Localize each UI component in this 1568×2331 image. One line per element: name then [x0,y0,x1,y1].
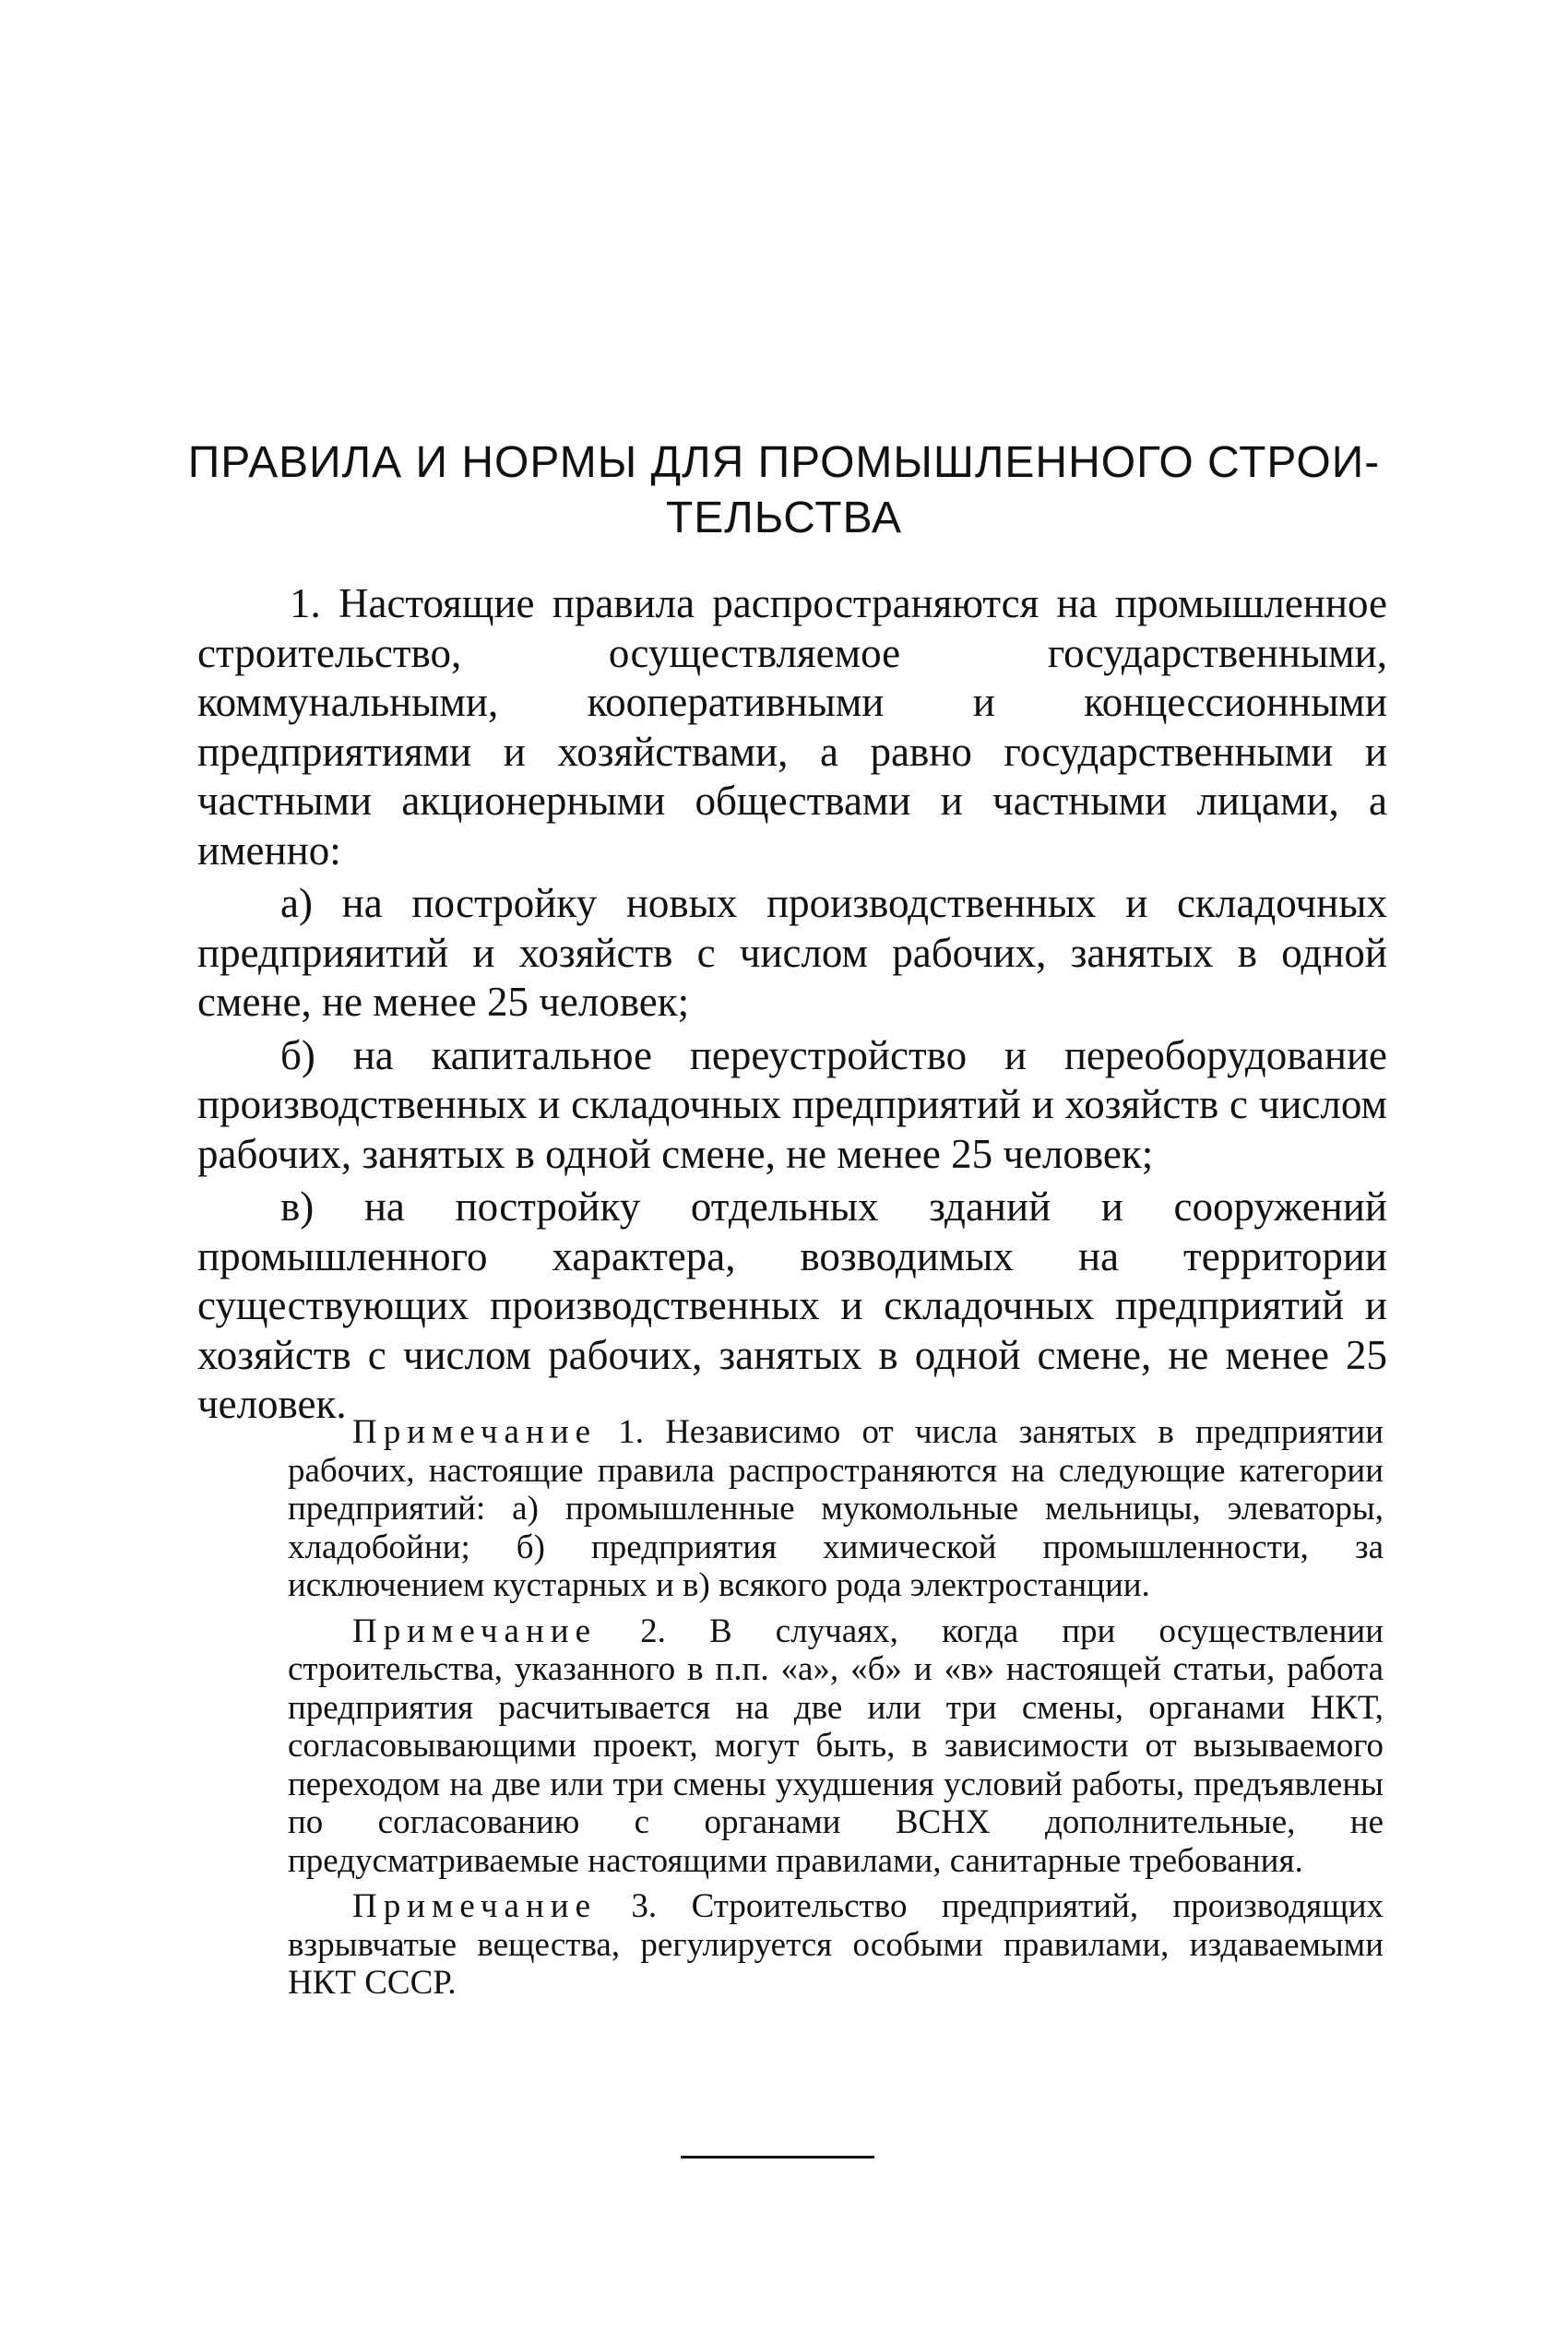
note-text: Строительство предприятий, производящих взрывчатые вещества, регулируется особыми правилами, издаваемыми НКТ СССР. [288,1887,1384,2002]
note-3 [288,1887,1384,2003]
notes-section [288,1413,1384,2010]
main-text [197,579,1387,1433]
note-text: В случаях, когда при осуществлении строительства, указанного в п.п. «а», «б» и «в» настоящей статьи, работа предприятия расчитывается на две или три смены, органами НКТ, согласовывающими проект, могут быть, в зависимости от вызываемого переходом на две или три смены ухудшения условий работы, предъявлены по согласованию с органами ВСНХ дополнительные, не предусматриваемые настоящими правилами, санитарные требования. [288,1611,1384,1880]
paragraph-1: 1. Настоящие правила распространяются на промышленное строительство, осуществляемое государственными, коммунальными, кооперативными и концессионными предприятиями и хозяйствами, а равно государственными и частными акционерными обществами и частными лицами, а именно: [197,580,1387,874]
note-label: Примечание [352,1611,597,1650]
end-rule [681,2156,874,2159]
note-number: 3. [631,1887,658,1925]
note-label: Примечание [352,1413,597,1451]
title-line-1: ПРАВИЛА И НОРМЫ ДЛЯ ПРОМЫШЛЕННОГО СТРОИ- [187,438,1381,487]
note-1 [288,1413,1384,1605]
note-number: 2. [640,1611,666,1650]
note-2 [288,1612,1384,1881]
title-line-2: ТЕЛЬСТВА [665,494,903,542]
page-title [184,435,1384,546]
note-number: 1. [618,1413,644,1451]
note-text: Независимо от числа занятых в предприятии рабочих, настоящие правила распространяются на следующие категории предприятий: а) промышленные мукомольные мельницы, элеваторы, хладобойни; б) предприятия химической промышленности, за исключением кустарных и в) всякого рода электростанции. [288,1413,1384,1604]
paragraph-item-b: б) на капитальное переустройство и переоборудование производственных и складочных предприятий и хозяйств с числом рабочих, занятых в одной смене, не менее 25 человек; [197,1031,1387,1177]
note-label: Примечание [352,1887,597,1925]
paragraph-item-a: а) на постройку новых производственных и складочных предприяитий и хозяйств с числом рабочих, занятых в одной смене, не менее 25 человек; [197,880,1387,1025]
paragraph-item-c: в) на постройку отдельных зданий и сооружений промышленного характера, возводимых на территории существующих производственных и складочных предприятий и хозяйств с числом рабочих, занятых в одной смене, не менее 25 человек. [197,1183,1387,1427]
